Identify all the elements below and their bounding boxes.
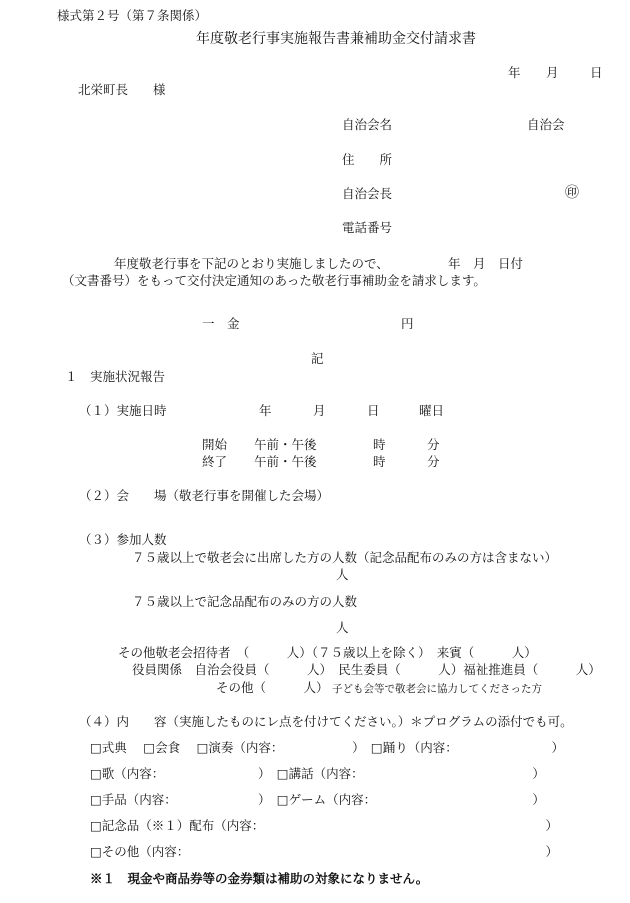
- request-line-1: 年度敬老行事を下記のとおり実施しましたので、: [114, 256, 389, 271]
- officers-line: 役員関係 自治会役員（ 人） 民生委員（ 人）福祉推進員（ 人）: [132, 662, 601, 677]
- start-label: 開始: [202, 437, 228, 452]
- end-label: 終了: [202, 454, 228, 469]
- start-hour: 時: [373, 437, 386, 452]
- datetime-label: （１）実施日時: [79, 403, 167, 418]
- request-date: 年 月 日付: [448, 256, 524, 271]
- amount-label: 一 金: [202, 316, 240, 331]
- dt-month: 月: [313, 403, 326, 418]
- end-minute: 分: [427, 454, 440, 469]
- attendees-q2: ７５歳以上で記念品配布のみの方の人数: [132, 594, 358, 609]
- end-ampm: 午前・午後: [254, 454, 317, 469]
- request-line-2: （文書番号）をもって交付決定通知のあった敬老行事補助金を請求します。: [62, 273, 486, 288]
- contents-row-2: □歌（内容： ） □講話（内容： ）: [90, 766, 545, 781]
- contents-row-3: □手品（内容： ） □ゲーム（内容： ）: [90, 792, 545, 807]
- date-day: 日: [590, 65, 603, 80]
- end-hour: 時: [373, 454, 386, 469]
- attendees-q1-unit: 人: [336, 567, 349, 582]
- assoc-suffix: 自治会: [527, 117, 565, 132]
- contents-label: （４）内 容（実施したものにレ点を付けてください。）＊プログラムの添付でも可。: [79, 714, 573, 729]
- dt-weekday: 曜日: [419, 403, 445, 418]
- seal-mark: ㊞: [565, 185, 579, 201]
- contents-note: ※１ 現金や商品券等の金券類は補助の対象になりません。: [90, 871, 429, 886]
- contents-row-1: □式典 □会食 □演奏（内容： ） □踊り（内容： ）: [90, 740, 564, 755]
- contents-row-5: □その他（内容： ）: [90, 844, 559, 859]
- attendees-q1: ７５歳以上で敬老会に出席した方の人数（記念品配布のみの方は含まない）: [132, 550, 558, 565]
- address-label: 住 所: [342, 152, 393, 167]
- start-minute: 分: [427, 437, 440, 452]
- page-title: 年度敬老行事実施報告書兼補助金交付請求書: [196, 31, 476, 47]
- phone-label: 電話番号: [342, 220, 393, 235]
- attendees-label: （３）参加人数: [79, 532, 167, 547]
- venue-label: （２）会 場（敬老行事を開催した会場）: [79, 488, 330, 503]
- date-month: 月: [546, 65, 559, 80]
- assoc-name-label: 自治会名: [342, 117, 393, 132]
- start-ampm: 午前・午後: [254, 437, 317, 452]
- dt-day: 日: [367, 403, 380, 418]
- date-year: 年: [508, 65, 521, 80]
- contents-row-4: □記念品（※１）配布（内容： ）: [90, 818, 559, 833]
- dt-year: 年: [259, 403, 272, 418]
- ki-heading: 記: [311, 351, 324, 366]
- misc-line: その他（ 人）: [216, 680, 329, 695]
- form-number: 様式第２号（第７条関係）: [57, 8, 208, 23]
- addressee: 北栄町長 様: [78, 82, 166, 97]
- section-heading: １ 実施状況報告: [65, 369, 166, 384]
- amount-unit: 円: [401, 316, 414, 331]
- chief-label: 自治会長: [342, 186, 393, 201]
- attendees-q2-unit: 人: [336, 620, 349, 635]
- misc-note: 子ども会等で敬老会に協力してくださった方: [332, 683, 542, 695]
- others-line: その他敬老会招待者 （ 人）（７５歳以上を除く） 来賓（ 人）: [118, 645, 537, 660]
